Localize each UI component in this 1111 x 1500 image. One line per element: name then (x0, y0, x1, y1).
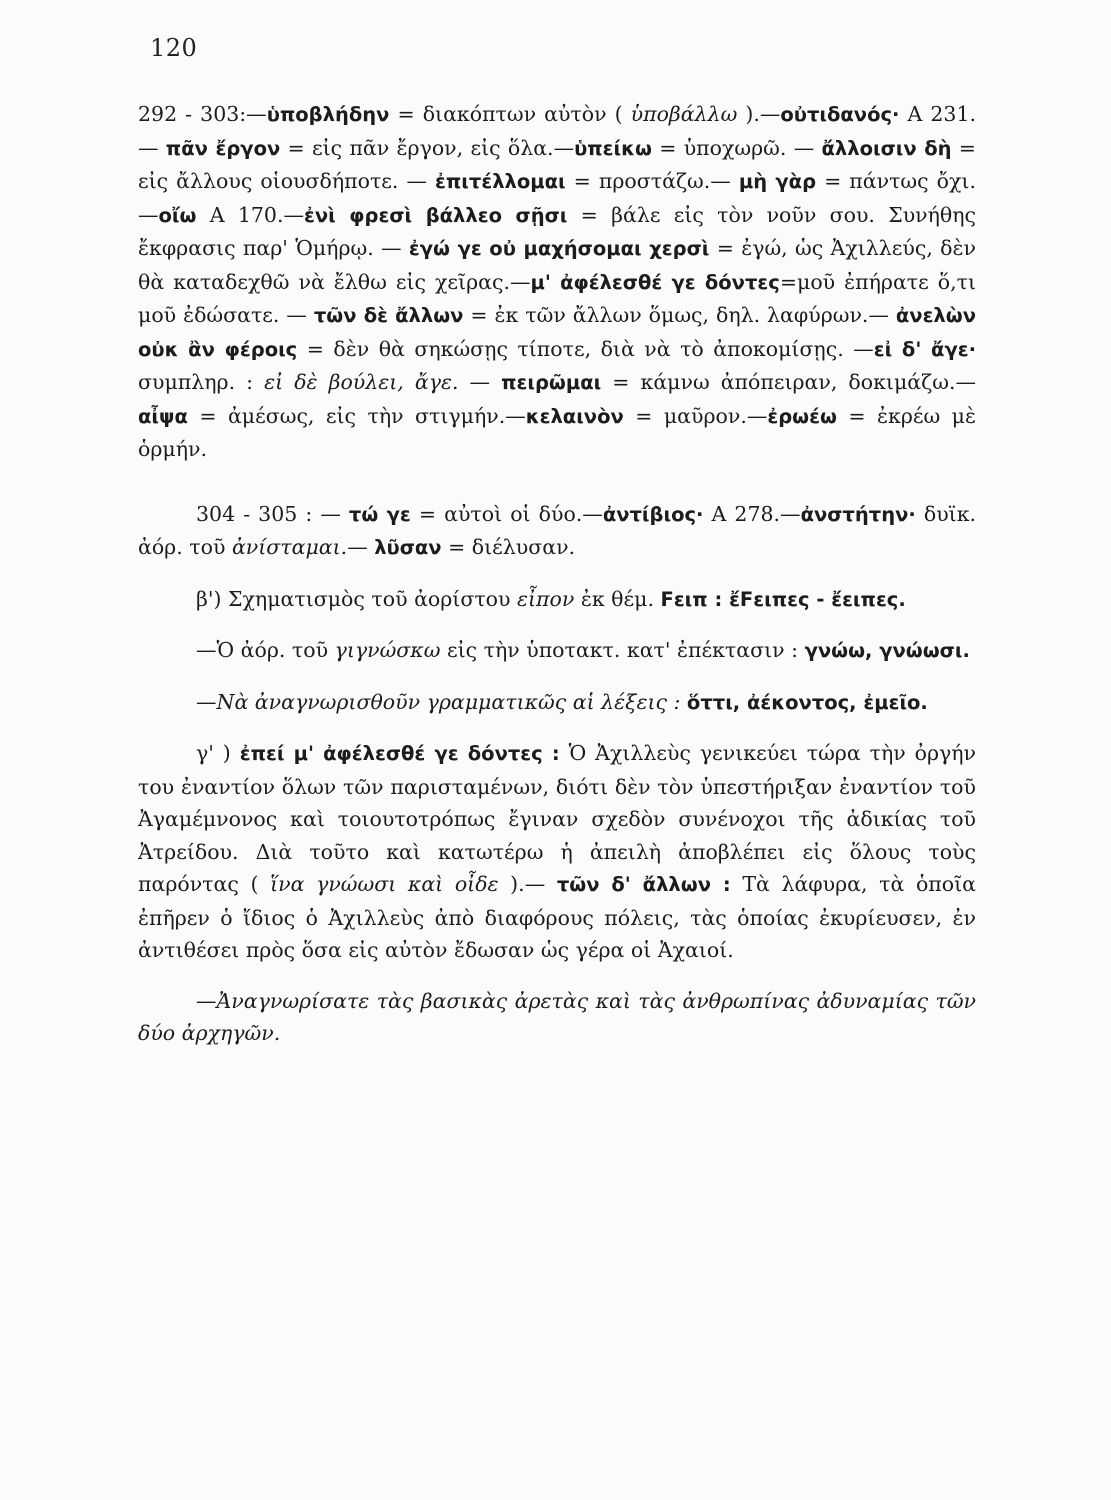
text: ἐκ θέμ. (574, 586, 661, 611)
gloss: δυϊκ. ἀόρ. τοῦ (138, 501, 977, 559)
lemma: μὴ γὰρ (738, 170, 817, 193)
lemma: ἄλλοισιν δὴ (821, 136, 952, 160)
text: β') Σχηματισμὸς τοῦ ἀορίστου (196, 586, 517, 611)
gloss: — (347, 535, 375, 559)
gloss: = βάλε εἰς τὸν νοῦν σου. Συνήθης ἔκφρασις παρ' Ὁμήρῳ. — (138, 202, 977, 260)
gloss: = δὲν θὰ σηκώσῃς τίποτε, διὰ νὰ τὸ ἀποκομίσῃς. — (297, 336, 874, 361)
gloss: = προστάζω.— (565, 169, 739, 193)
italic-term: εἶπον (517, 586, 575, 611)
lemma: τώ γε (348, 502, 411, 526)
gloss: = κάμνω ἀπόπειραν, δοκιμάζω.— (601, 370, 976, 394)
text: εἰς τὴν ὑποτακτ. κατ' ἐπέκτασιν : (440, 638, 805, 662)
gloss: = ἐκρέω μὲ ὁρμήν. (138, 403, 976, 461)
text: Ὁ Ἀχιλλεὺς γενικεύει τώρα τὴν ὀργήν του ἐναντίον ὅλων τῶν παρισταμένων, διότι δὲν τὸν ὑπεστήριξαν ἐναντίον τοῦ Ἀγαμέμνονος καὶ τοιουτοτρόπως ἔγιναν σχεδὸν συνένοχοι τῆς ἀδικίας τοῦ Ἀτρείδου. Διὰ τοῦτο καὶ κατωτέρω ἡ ἀπειλὴ ἀποβλέπει εἰς ὅλους τοὺς παρόντας ( (138, 741, 976, 896)
lemma: ἐπεί μ' ἀφέλεσθέ γε δόντες : (239, 742, 560, 765)
gloss: = διέλυσαν. (441, 535, 576, 559)
lemma: τῶν δὲ ἄλλων (313, 304, 464, 327)
gloss: = εἰς πᾶν ἔργον, εἰς ὅλα.— (280, 135, 575, 160)
gloss: = αὐτοὶ οἱ δύο.— (410, 501, 603, 526)
exercise-paragraph (138, 686, 976, 720)
line-ref: 304 - 305 : — (196, 501, 349, 526)
lemma: ὑπείκω (574, 136, 652, 160)
lemma: ἐνὶ φρεσὶ βάλλεο σῇσι (303, 203, 568, 227)
gloss: = διακόπτων αὐτὸν ( (389, 102, 631, 126)
line-ref: 292 - 303:— (138, 102, 267, 126)
italic-term: ἀνίσταμαι. (231, 535, 348, 559)
gloss: =μοῦ ἐπήρατε ὅ,τι μοῦ ἐδώσατε. — (138, 269, 976, 327)
text: —Ὁ ἀόρ. τοῦ (196, 638, 335, 662)
text: — (196, 988, 217, 1013)
lemma: αἶψα (138, 404, 188, 428)
lemma: γνώω, γνώωσι. (804, 639, 970, 662)
final-exercise-paragraph (138, 985, 976, 1050)
italic-instruction: Ἀναγνωρίσατε τὰς βασικὰς ἀρετὰς καὶ τὰς ἀνθρωπίνας ἀδυναμίας τῶν δύο ἀρχηγῶν. (138, 988, 976, 1045)
commentary-paragraph-304-305 (138, 498, 976, 565)
lemma: λῦσαν (374, 536, 442, 559)
lemma: μ' ἀφέλεσθέ γε δόντες (530, 270, 780, 294)
gloss: Α 170.— (196, 202, 304, 227)
text: — (196, 689, 217, 714)
italic-term: ὑποβάλλω (630, 102, 738, 126)
gloss: = μαῦρον.— (623, 403, 768, 428)
text: Τὰ λάφυρα, τὰ ὁποῖα ἐπῆρεν ὁ ἴδιος ὁ Ἀχιλλεὺς ἀπὸ διαφόρους πόλεις, τὰς ὁποίας ἐκυρίευσεν, ἐν ἀντιθέσει πρὸς ὅσα εἰς αὐτὸν ἔδωσαν ὡς γέρα οἱ Ἀχαιοί. (138, 872, 977, 962)
italic-instruction: Νὰ ἀναγνωρισθοῦν γραμματικῶς αἱ λέξεις : (216, 689, 681, 714)
lemma: ὑποβλήδην (266, 103, 390, 126)
text: ).— (498, 872, 557, 896)
section-beta-paragraph (138, 583, 976, 617)
gloss: — (458, 370, 502, 394)
text: γ' ) (196, 741, 240, 765)
lemma: Fειπ : ἔFειπες - ἔειπες. (660, 587, 906, 611)
lemma: ὅττι, ἀέκοντος, ἐμεῖο. (686, 690, 928, 714)
gloss: = ἀμέσως, εἰς τὴν στιγμήν.— (187, 403, 526, 428)
italic-term: εἰ δὲ βούλει, ἄγε. (264, 370, 459, 394)
lemma: ἐρωέω (767, 404, 837, 428)
lemma: ἐγώ γε οὐ μαχήσομαι χερσὶ (408, 237, 710, 260)
gloss: συμπληρ. : (138, 370, 265, 394)
gloss: = ἐκ τῶν ἄλλων ὅμως, δηλ. λαφύρων.— (463, 303, 896, 327)
lemma: ἀνστήτην· (800, 502, 916, 526)
lemma: τῶν δ' ἄλλων : (556, 873, 731, 896)
lemma: οὐτιδανός· (780, 103, 900, 126)
section-gamma-paragraph (138, 737, 976, 967)
gloss: Α 278.— (703, 501, 801, 526)
lemma: ἀντίβιος· (602, 502, 704, 526)
italic-term: γιγνώσκω (334, 638, 441, 662)
gloss: = ἐγώ, ὡς Ἀχιλλεύς, δὲν θὰ καταδεχθῶ νὰ ἔλθω εἰς χεῖρας.— (138, 236, 976, 294)
lemma: οἴω (158, 203, 197, 227)
italic-term: ἵνα γνώωσι καὶ οἶδε (270, 872, 499, 896)
lemma: ἐπιτέλλομαι (435, 170, 566, 193)
gloss: = πάντως ὄχι.— (138, 169, 976, 227)
page-number: 120 (150, 34, 198, 62)
lemma: πᾶν ἔργον (165, 136, 281, 160)
gloss: Α 231.— (138, 102, 977, 160)
gloss: = εἰς ἄλλους οἱουσδήποτε. — (138, 135, 976, 193)
lemma: εἰ δ' ἄγε· (873, 337, 977, 361)
aorist-note-paragraph (138, 634, 976, 668)
page-body (138, 98, 976, 1050)
gloss: = ὑποχωρῶ. — (651, 135, 822, 160)
lemma: κελαινὸν (525, 404, 624, 428)
gloss: ).— (737, 102, 781, 126)
commentary-paragraph-292-303 (138, 98, 976, 466)
lemma: πειρῶμαι (501, 371, 602, 394)
lemma: ἀνελὼν οὐκ ἂν φέροις (138, 304, 976, 361)
